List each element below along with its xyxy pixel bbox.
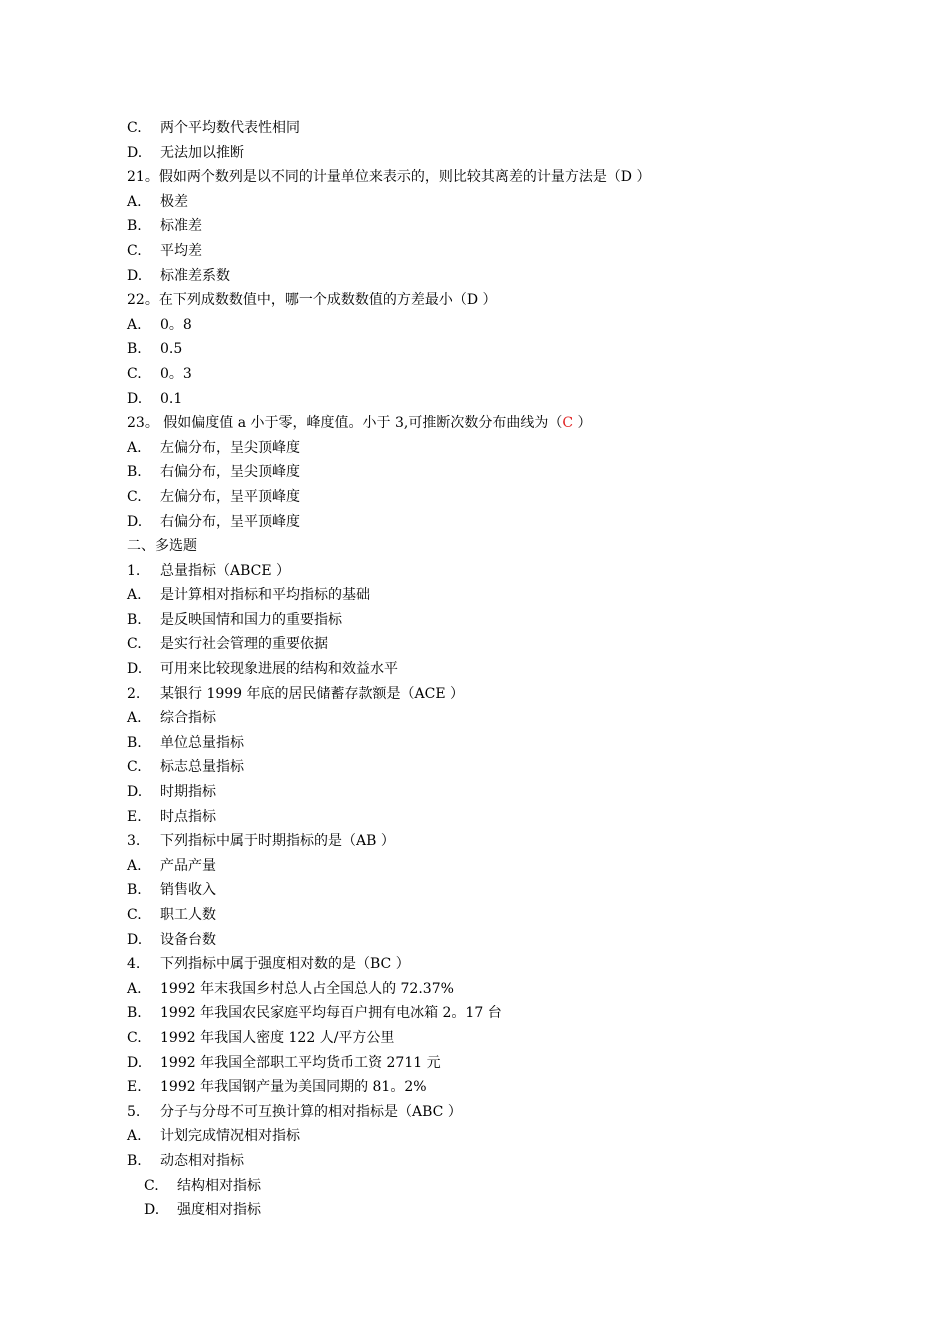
answer-highlight: C <box>562 415 574 432</box>
option-label: A. <box>127 1128 142 1145</box>
option-line <box>127 1051 907 1076</box>
option-label: C. <box>127 636 142 653</box>
option-label: D. <box>127 661 143 678</box>
option-line <box>127 485 907 510</box>
option-text: 0.1 <box>160 390 183 407</box>
option-text: 动态相对指标 <box>160 1152 244 1169</box>
option-label: A. <box>127 710 142 727</box>
option-label: A. <box>127 193 142 210</box>
option-label: E. <box>127 1079 142 1096</box>
question-number: 1. <box>127 562 141 579</box>
option-line <box>127 608 907 633</box>
option-line <box>127 977 907 1002</box>
option-label: D. <box>127 784 143 801</box>
option-line <box>127 116 907 141</box>
option-line <box>127 239 907 264</box>
option-line <box>127 632 907 657</box>
option-label: C. <box>127 365 142 382</box>
option-line <box>127 190 907 215</box>
question-number: 3. <box>127 833 141 850</box>
option-text: 无法加以推断 <box>160 144 244 161</box>
option-label: B. <box>127 734 142 751</box>
option-label: D. <box>127 144 143 161</box>
option-line <box>127 1026 907 1051</box>
option-label: B. <box>127 341 142 358</box>
option-label: A. <box>127 587 142 604</box>
option-text: 单位总量指标 <box>160 734 244 751</box>
option-label: C. <box>127 488 142 505</box>
option-line <box>127 1075 907 1100</box>
option-label: A. <box>127 857 142 874</box>
option-label: C. <box>127 907 142 923</box>
question-line <box>127 165 907 190</box>
option-text: 两个平均数代表性相同 <box>160 120 300 136</box>
option-line <box>127 780 907 805</box>
option-text: 左偏分布，呈平顶峰度 <box>160 488 300 505</box>
option-text: 0。3 <box>160 365 192 382</box>
question-line <box>127 1100 907 1125</box>
option-line <box>127 805 907 830</box>
option-text: 结构相对指标 <box>177 1177 261 1194</box>
option-label: C. <box>144 1177 159 1194</box>
option-text: 综合指标 <box>160 710 216 727</box>
option-text: 1992 年我国人密度 122 人/平方公里 <box>160 1029 395 1046</box>
question-text: 分子与分母不可互换计算的相对指标是（ABC ） <box>160 1103 462 1120</box>
option-label: C. <box>127 242 142 259</box>
option-label: E. <box>127 808 142 825</box>
option-label: D. <box>127 390 143 407</box>
section-heading-text: 二、多选题 <box>127 538 197 555</box>
option-text: 极差 <box>160 193 188 210</box>
option-line <box>127 731 907 756</box>
option-label: D. <box>127 513 143 530</box>
question-line <box>127 682 907 707</box>
option-line <box>127 264 907 289</box>
question-number: 5. <box>127 1103 141 1120</box>
option-line <box>127 583 907 608</box>
option-text: 平均差 <box>160 242 202 259</box>
option-text: 时点指标 <box>160 808 216 825</box>
option-label: A. <box>127 439 142 456</box>
option-text: 1992 年我国农民家庭平均每百户拥有电冰箱 2。17 台 <box>160 1005 502 1022</box>
question-text: 23。 假如偏度值 a 小于零，峰度值。小于 3,可推断次数分布曲线为（ <box>127 415 563 432</box>
option-label: B. <box>127 464 142 481</box>
option-label: C. <box>127 120 142 136</box>
question-line <box>127 411 907 436</box>
option-label: B. <box>127 218 142 235</box>
question-number: 2. <box>127 685 141 702</box>
option-text: 左偏分布，呈尖顶峰度 <box>160 439 300 456</box>
option-text: 0.5 <box>160 341 183 358</box>
option-label: D. <box>144 1202 160 1219</box>
option-line <box>127 854 907 879</box>
question-text: 某银行 1999 年底的居民储蓄存款额是（ACE ） <box>160 685 465 702</box>
option-line <box>127 1174 907 1199</box>
question-text: 总量指标（ABCE ） <box>160 562 291 579</box>
question-text: 下列指标中属于强度相对数的是（BC ） <box>160 956 410 973</box>
option-text: 计划完成情况相对指标 <box>160 1128 300 1145</box>
option-text: 0。8 <box>160 316 192 333</box>
option-text: 标志总量指标 <box>160 759 244 776</box>
option-line <box>127 141 907 166</box>
option-line <box>127 436 907 461</box>
option-text: 是计算相对指标和平均指标的基础 <box>160 587 370 604</box>
question-line <box>127 288 907 313</box>
option-line <box>127 755 907 780</box>
option-label: A. <box>127 980 142 997</box>
option-text: 标准差系数 <box>160 267 230 284</box>
question-number: 4. <box>127 956 141 973</box>
question-line <box>127 559 907 584</box>
option-line <box>127 1001 907 1026</box>
question-text: 下列指标中属于时期指标的是（AB ） <box>160 833 395 850</box>
option-line <box>127 510 907 535</box>
option-text: 可用来比较现象进展的结构和效益水平 <box>160 661 398 678</box>
question-text: 22。在下列成数数值中，哪一个成数数值的方差最小（D ） <box>127 292 497 309</box>
document-body <box>127 116 907 1223</box>
option-line <box>127 387 907 412</box>
option-line <box>127 214 907 239</box>
option-label: C. <box>127 1029 142 1046</box>
option-line <box>127 362 907 387</box>
option-label: B. <box>127 1152 142 1169</box>
option-label: D. <box>127 267 143 284</box>
option-line <box>127 903 907 928</box>
option-line <box>127 1124 907 1149</box>
option-line <box>127 460 907 485</box>
question-line <box>127 829 907 854</box>
option-text: 是实行社会管理的重要依据 <box>160 636 328 653</box>
option-label: B. <box>127 611 142 628</box>
question-line <box>127 952 907 977</box>
option-text: 职工人数 <box>160 907 216 923</box>
option-line <box>127 928 907 953</box>
question-text: 21。假如两个数列是以不同的计量单位来表示的，则比较其离差的计量方法是（D ） <box>127 169 651 186</box>
option-label: D. <box>127 931 143 948</box>
option-line <box>127 337 907 362</box>
option-line <box>127 878 907 903</box>
option-text: 右偏分布，呈尖顶峰度 <box>160 464 300 481</box>
option-line <box>127 706 907 731</box>
option-line <box>127 1149 907 1174</box>
question-text-end: ） <box>573 415 592 432</box>
option-label: B. <box>127 882 142 899</box>
option-label: D. <box>127 1054 143 1071</box>
option-text: 1992 年末我国乡村总人占全国总人的 72.37% <box>160 980 454 997</box>
option-text: 标准差 <box>160 218 202 235</box>
option-label: B. <box>127 1005 142 1022</box>
option-text: 时期指标 <box>160 784 216 801</box>
option-text: 销售收入 <box>160 882 216 899</box>
option-line <box>127 1198 907 1223</box>
option-text: 右偏分布，呈平顶峰度 <box>160 513 300 530</box>
option-line <box>127 657 907 682</box>
option-text: 1992 年我国钢产量为美国同期的 81。2% <box>160 1079 427 1096</box>
option-label: A. <box>127 316 142 333</box>
option-text: 1992 年我国全部职工平均货币工资 2711 元 <box>160 1054 441 1071</box>
option-line <box>127 313 907 338</box>
option-text: 产品产量 <box>160 857 216 874</box>
option-text: 强度相对指标 <box>177 1202 261 1219</box>
option-text: 设备台数 <box>160 931 216 948</box>
section-heading <box>127 534 907 559</box>
option-text: 是反映国情和国力的重要指标 <box>160 611 342 628</box>
option-label: C. <box>127 759 142 776</box>
